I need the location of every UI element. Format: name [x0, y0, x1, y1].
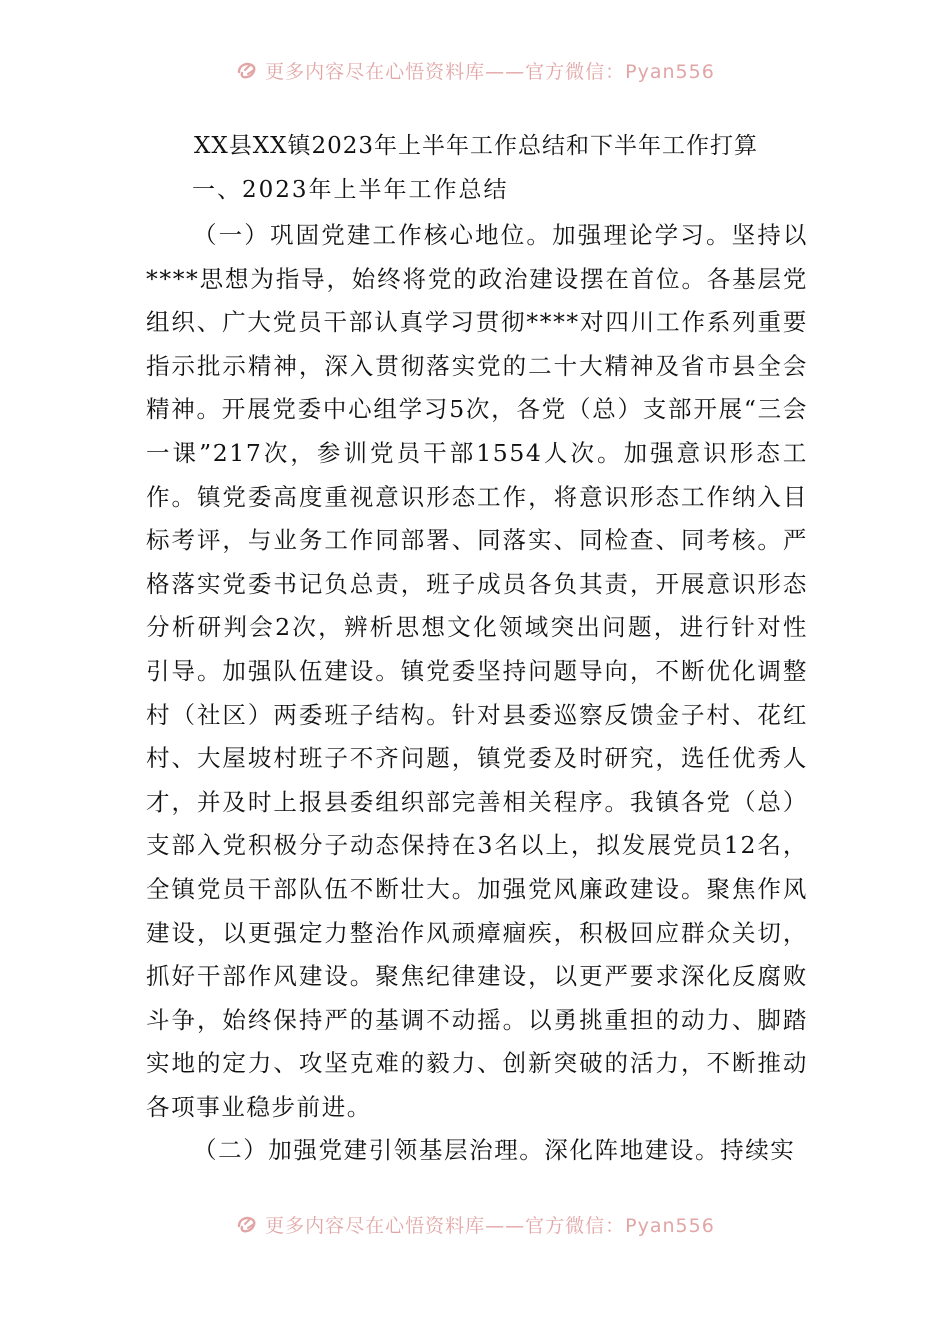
paragraph: （一）巩固党建工作核心地位。加强理论学习。坚持以****思想为指导，始终将党的政治建设摆在首位。各基层党组织、广大党员干部认真学习贯彻****对四川工作系列重要指示批示精神，深入贯彻落实党的二十大精神及省市县全会精神。开展党委中心组学习5次，各党（总）支部开展“三会一课”217次，参训党员干部1554人次。加强意识形态工作。镇党委高度重视意识形态工作，将意识形态工作纳入目标考评，与业务工作同部署、同落实、同检查、同考核。严格落实党委书记负总责，班子成员各负其责，开展意识形态分析研判会2次，辨析思想文化领域突出问题，进行针对性引导。加强队伍建设。镇党委坚持问题导向，不断优化调整村（社区）两委班子结构。针对县委巡察反馈金子村、花红村、大屋坡村班子不齐问题，镇党委及时研究，选任优秀人才，并及时上报县委组织部完善相关程序。我镇各党（总）支部入党积极分子动态保持在3名以上，拟发展党员12名，全镇党员干部队伍不断壮大。加强党风廉政建设。聚焦作风建设，以更强定力整治作风顽瘴痼疾，积极回应群众关切，抓好干部作风建设。聚焦纪律建设，以更严要求深化反腐败斗争，始终保持严的基调不动摇。以勇挑重担的动力、脚踏实地的定力、攻坚克难的毅力、创新突破的活力，不断推动各项事业稳步前进。 — [146, 221, 808, 1121]
document-body — [146, 214, 808, 1173]
watermark-text: 更多内容尽在心悟资料库——官方微信：Pyan556 — [265, 60, 715, 83]
paragraph: （二）加强党建引领基层治理。深化阵地建设。持续实 — [193, 1136, 796, 1165]
document-title: XX县XX镇2023年上半年工作总结和下半年工作打算 — [193, 133, 759, 159]
watermark-text: 更多内容尽在心悟资料库——官方微信：Pyan556 — [265, 1214, 715, 1237]
section-heading: 一、2023年上半年工作总结 — [192, 177, 509, 203]
watermark-header — [0, 50, 950, 90]
watermark-logo-icon — [235, 58, 259, 82]
watermark-footer — [0, 1204, 950, 1244]
watermark-logo-icon — [235, 1212, 259, 1236]
